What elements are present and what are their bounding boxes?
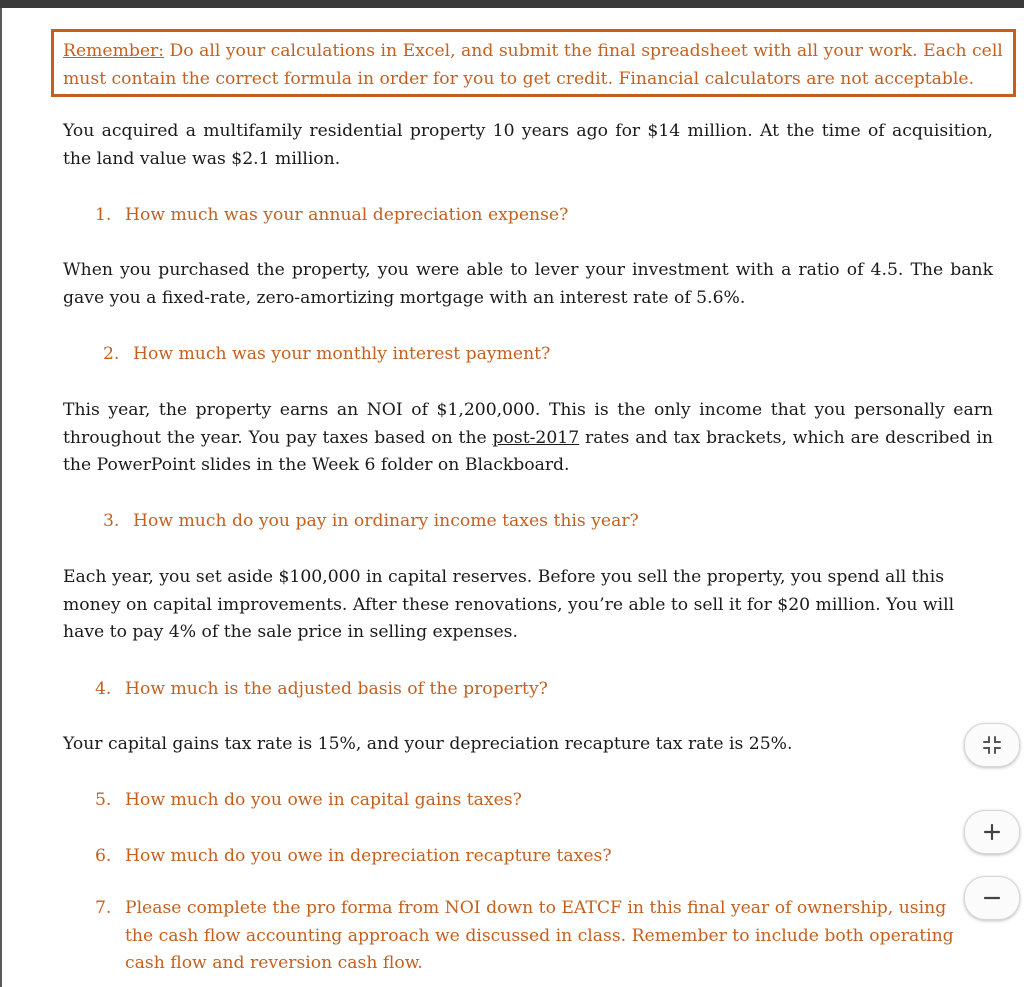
question-6 bbox=[95, 843, 612, 871]
question-text: Please complete the pro forma from NOI down to EATCF in this final year of ownership, using the cash flow accounting approach we discussed in class. Remember to include both operating cash flow and reversion cash flow. bbox=[125, 898, 954, 973]
zoom-out-button[interactable] bbox=[964, 876, 1020, 920]
fit-page-button[interactable] bbox=[964, 723, 1020, 767]
top-bar bbox=[0, 0, 1024, 8]
collapse-arrows-icon bbox=[982, 735, 1002, 755]
question-7 bbox=[95, 895, 975, 978]
question-number: 6. bbox=[95, 846, 112, 866]
question-text: How much do you pay in ordinary income taxes this year? bbox=[133, 511, 639, 531]
reminder-callout bbox=[51, 29, 1016, 97]
paragraph-acquisition: You acquired a multifamily residential property 10 years ago for $14 million. At the time of acquisition, the land value was $2.1 million. bbox=[63, 121, 993, 169]
paragraph-income bbox=[63, 397, 993, 480]
question-3 bbox=[103, 508, 639, 536]
question-2 bbox=[103, 341, 550, 369]
zoom-in-button[interactable] bbox=[964, 810, 1020, 854]
question-text: How much was your monthly interest payment? bbox=[133, 344, 551, 364]
question-number: 5. bbox=[95, 790, 112, 810]
question-text: How much is the adjusted basis of the property? bbox=[125, 679, 548, 699]
question-text: How much do you owe in capital gains taxes? bbox=[125, 790, 522, 810]
question-number: 7. bbox=[95, 898, 112, 918]
question-number: 3. bbox=[103, 511, 120, 531]
question-1 bbox=[95, 202, 568, 230]
reminder-label: Remember: bbox=[63, 41, 165, 61]
paragraph-text: This year, the property earns an NOI of $1,200,000. This is the only income that you personally earn throughout the year. You pay taxes based on the bbox=[63, 400, 993, 448]
left-edge bbox=[0, 8, 2, 987]
reminder-text: Do all your calculations in Excel, and submit the final spreadsheet with all your work. Each cell must contain the correct formula in order for you to get credit. Financial calculators are not acceptable. bbox=[63, 41, 1003, 89]
question-number: 1. bbox=[95, 205, 112, 225]
question-number: 4. bbox=[95, 679, 112, 699]
question-text: How much do you owe in depreciation recapture taxes? bbox=[125, 846, 612, 866]
question-4 bbox=[95, 676, 548, 704]
paragraph-leverage: When you purchased the property, you were able to lever your investment with a ratio of 4.5. The bank gave you a fixed-rate, zero-amortizing mortgage with an interest rate of 5.6%. bbox=[63, 260, 993, 308]
plus-icon bbox=[982, 822, 1002, 842]
minus-icon bbox=[982, 888, 1002, 908]
paragraph-reserves: Each year, you set aside $100,000 in capital reserves. Before you sell the property, you spend all this money on capital improvements. After these renovations, you’re able to sell it for $20 million. You will have to pay 4% of the sale price in selling expenses. bbox=[63, 567, 955, 642]
question-5 bbox=[95, 787, 522, 815]
post-2017-link: post-2017 bbox=[492, 427, 580, 448]
paragraph-text: rates and tax brackets, which are described in the PowerPoint slides in the Week 6 folder on Blackboard. bbox=[63, 427, 993, 475]
paragraph-tax-rates: Your capital gains tax rate is 15%, and your depreciation recapture tax rate is 25%. bbox=[63, 734, 793, 754]
question-text: How much was your annual depreciation expense? bbox=[125, 205, 569, 225]
question-number: 2. bbox=[103, 344, 120, 364]
